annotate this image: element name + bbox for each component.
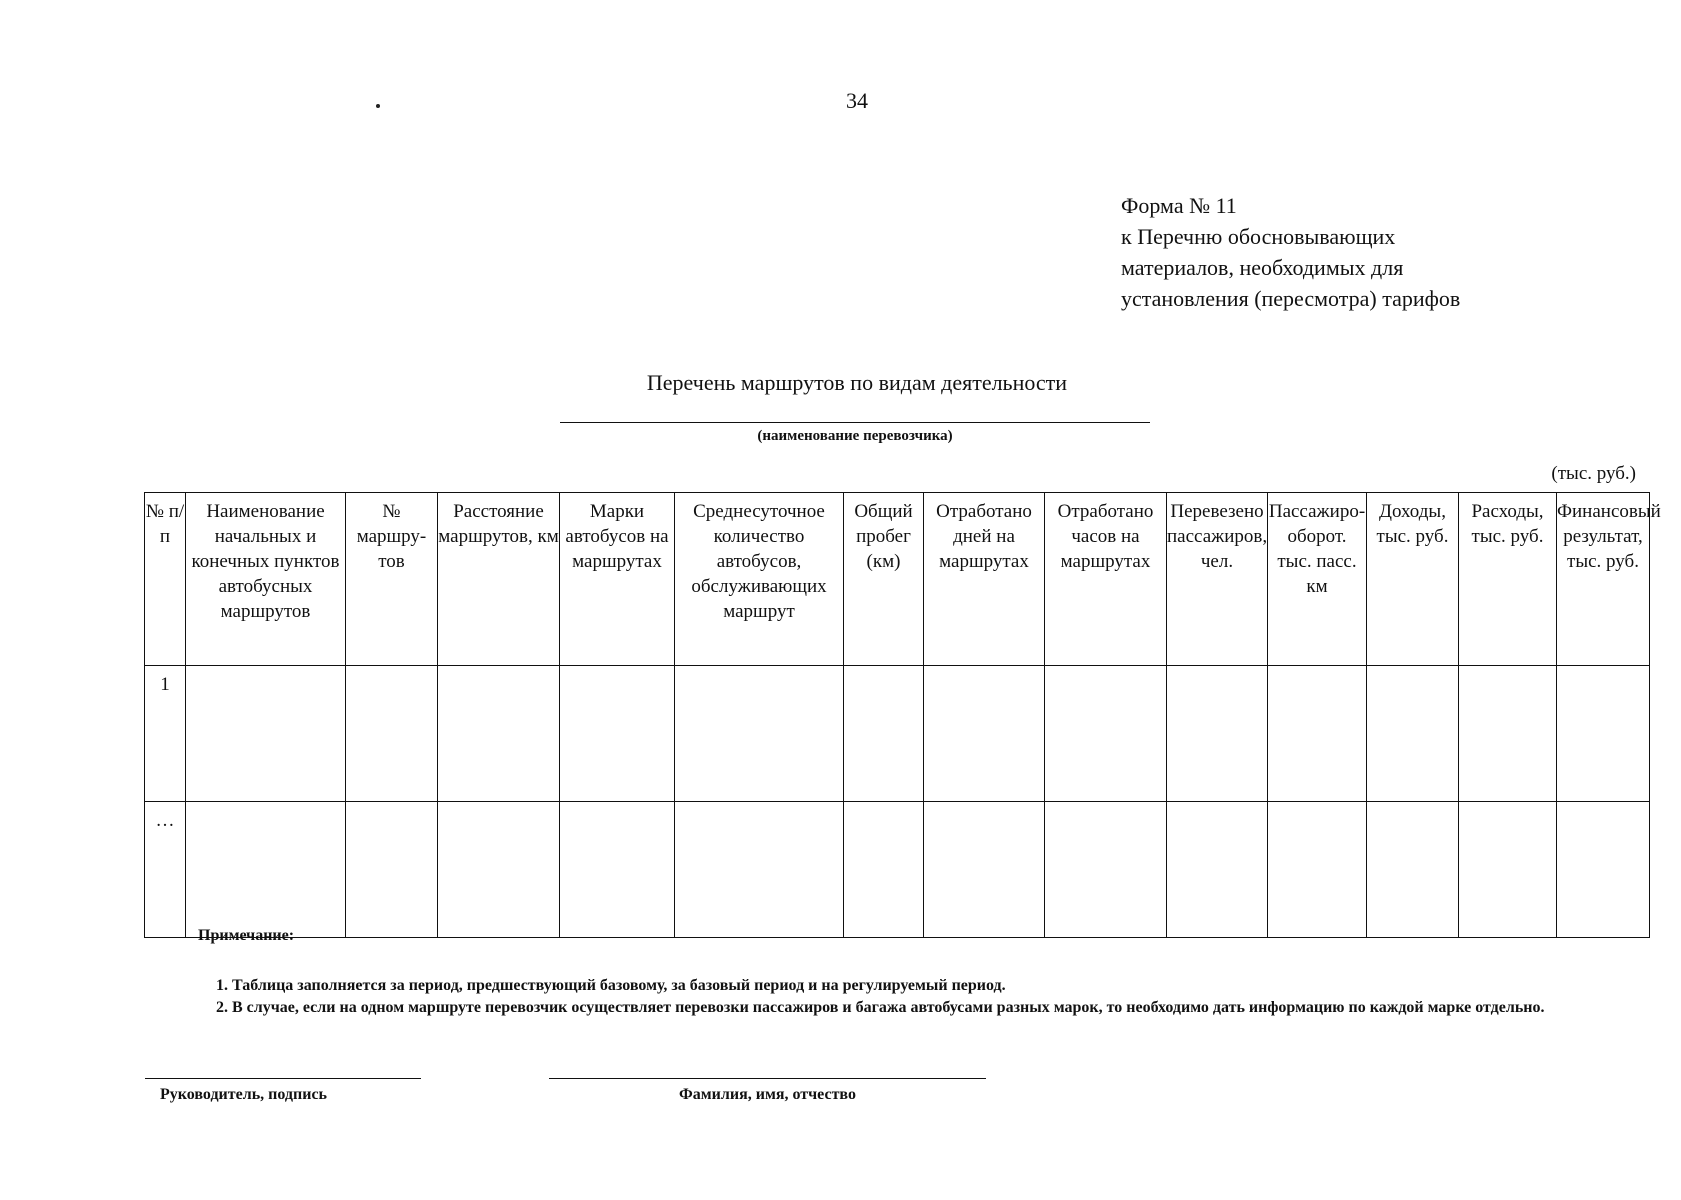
table-cell-number: 1 xyxy=(145,666,186,802)
table-row xyxy=(145,802,1650,938)
note-item: 2. В случае, если на одном маршруте перевозчик осуществляет перевозки пассажиров и багажа автобусами разных марок, то необходимо дать информацию по каждой марке отдельно. xyxy=(216,999,1545,1016)
form-reference xyxy=(1121,190,1460,314)
note-item: 1. Таблица заполняется за период, предшествующий базовому, за базовый период и на регулируемый период. xyxy=(216,977,1006,994)
table-cell xyxy=(1367,802,1459,938)
notes-section xyxy=(144,925,1640,1019)
units-label: (тыс. руб.) xyxy=(1551,463,1636,484)
col-header-distance: Расстояние маршрутов, км xyxy=(438,493,560,666)
table-cell xyxy=(346,802,438,938)
col-header-expenses: Расходы, тыс. руб. xyxy=(1459,493,1557,666)
notes-label: Примечание: xyxy=(198,927,295,944)
carrier-name-caption: (наименование перевозчика) xyxy=(757,428,953,444)
table-cell xyxy=(1367,666,1459,802)
form-line: материалов, необходимых для xyxy=(1121,255,1404,280)
document-title: Перечень маршрутов по видам деятельности xyxy=(646,370,1068,395)
col-header-hours: Отработано часов на маршрутах xyxy=(1045,493,1167,666)
col-header-endpoints: Наименование начальных и конечных пунктов автобусных маршрутов xyxy=(186,493,346,666)
table-row xyxy=(145,666,1650,802)
table-cell xyxy=(1459,666,1557,802)
table-cell xyxy=(924,666,1045,802)
form-line: Форма № 11 xyxy=(1121,193,1237,218)
table-cell xyxy=(1268,666,1367,802)
table-cell xyxy=(438,666,560,802)
col-header-financial-result: Финансовый результат, тыс. руб. xyxy=(1557,493,1650,666)
signature-line-head xyxy=(145,1078,421,1079)
form-line: установления (пересмотра) тарифов xyxy=(1121,286,1461,311)
signature-caption-name: Фамилия, имя, отчество xyxy=(679,1086,856,1103)
page-number: 34 xyxy=(846,88,868,113)
form-line: к Перечню обосновывающих xyxy=(1121,224,1396,249)
stray-dot xyxy=(376,104,380,108)
col-header-mileage: Общий пробег (км) xyxy=(844,493,924,666)
table-cell xyxy=(1167,802,1268,938)
routes-table xyxy=(144,492,1661,938)
col-header-days: Отработано дней на маршрутах xyxy=(924,493,1045,666)
col-header-passengers: Перевезено пассажиров, чел. xyxy=(1167,493,1268,666)
table-cell xyxy=(1268,802,1367,938)
table-cell xyxy=(560,802,675,938)
table-cell xyxy=(186,666,346,802)
table-cell xyxy=(1045,802,1167,938)
table-cell xyxy=(924,802,1045,938)
col-header-number: № п/ п xyxy=(145,493,186,666)
col-header-passenger-turnover: Пассажиро-оборот. тыс. пасс. км xyxy=(1268,493,1367,666)
table-cell xyxy=(1045,666,1167,802)
table-cell xyxy=(675,666,844,802)
signature-caption-head: Руководитель, подпись xyxy=(160,1086,328,1103)
table-cell xyxy=(1557,666,1650,802)
table-cell xyxy=(346,666,438,802)
table-cell xyxy=(1459,802,1557,938)
table-header-row xyxy=(145,493,1650,666)
table-cell xyxy=(1167,666,1268,802)
table-cell-number: … xyxy=(145,802,186,938)
col-header-income: Доходы, тыс. руб. xyxy=(1367,493,1459,666)
table-cell xyxy=(438,802,560,938)
table-cell xyxy=(844,802,924,938)
table-cell xyxy=(1557,802,1650,938)
table-cell xyxy=(186,802,346,938)
signature-line-name xyxy=(549,1078,986,1079)
table-cell xyxy=(675,802,844,938)
table-cell xyxy=(560,666,675,802)
table-cell xyxy=(844,666,924,802)
carrier-name-line xyxy=(560,422,1150,423)
col-header-bus-models: Марки автобусов на маршрутах xyxy=(560,493,675,666)
col-header-route-number: № маршру-тов xyxy=(346,493,438,666)
col-header-daily-buses: Среднесуточное количество автобусов, обслуживающих маршрут xyxy=(675,493,844,666)
